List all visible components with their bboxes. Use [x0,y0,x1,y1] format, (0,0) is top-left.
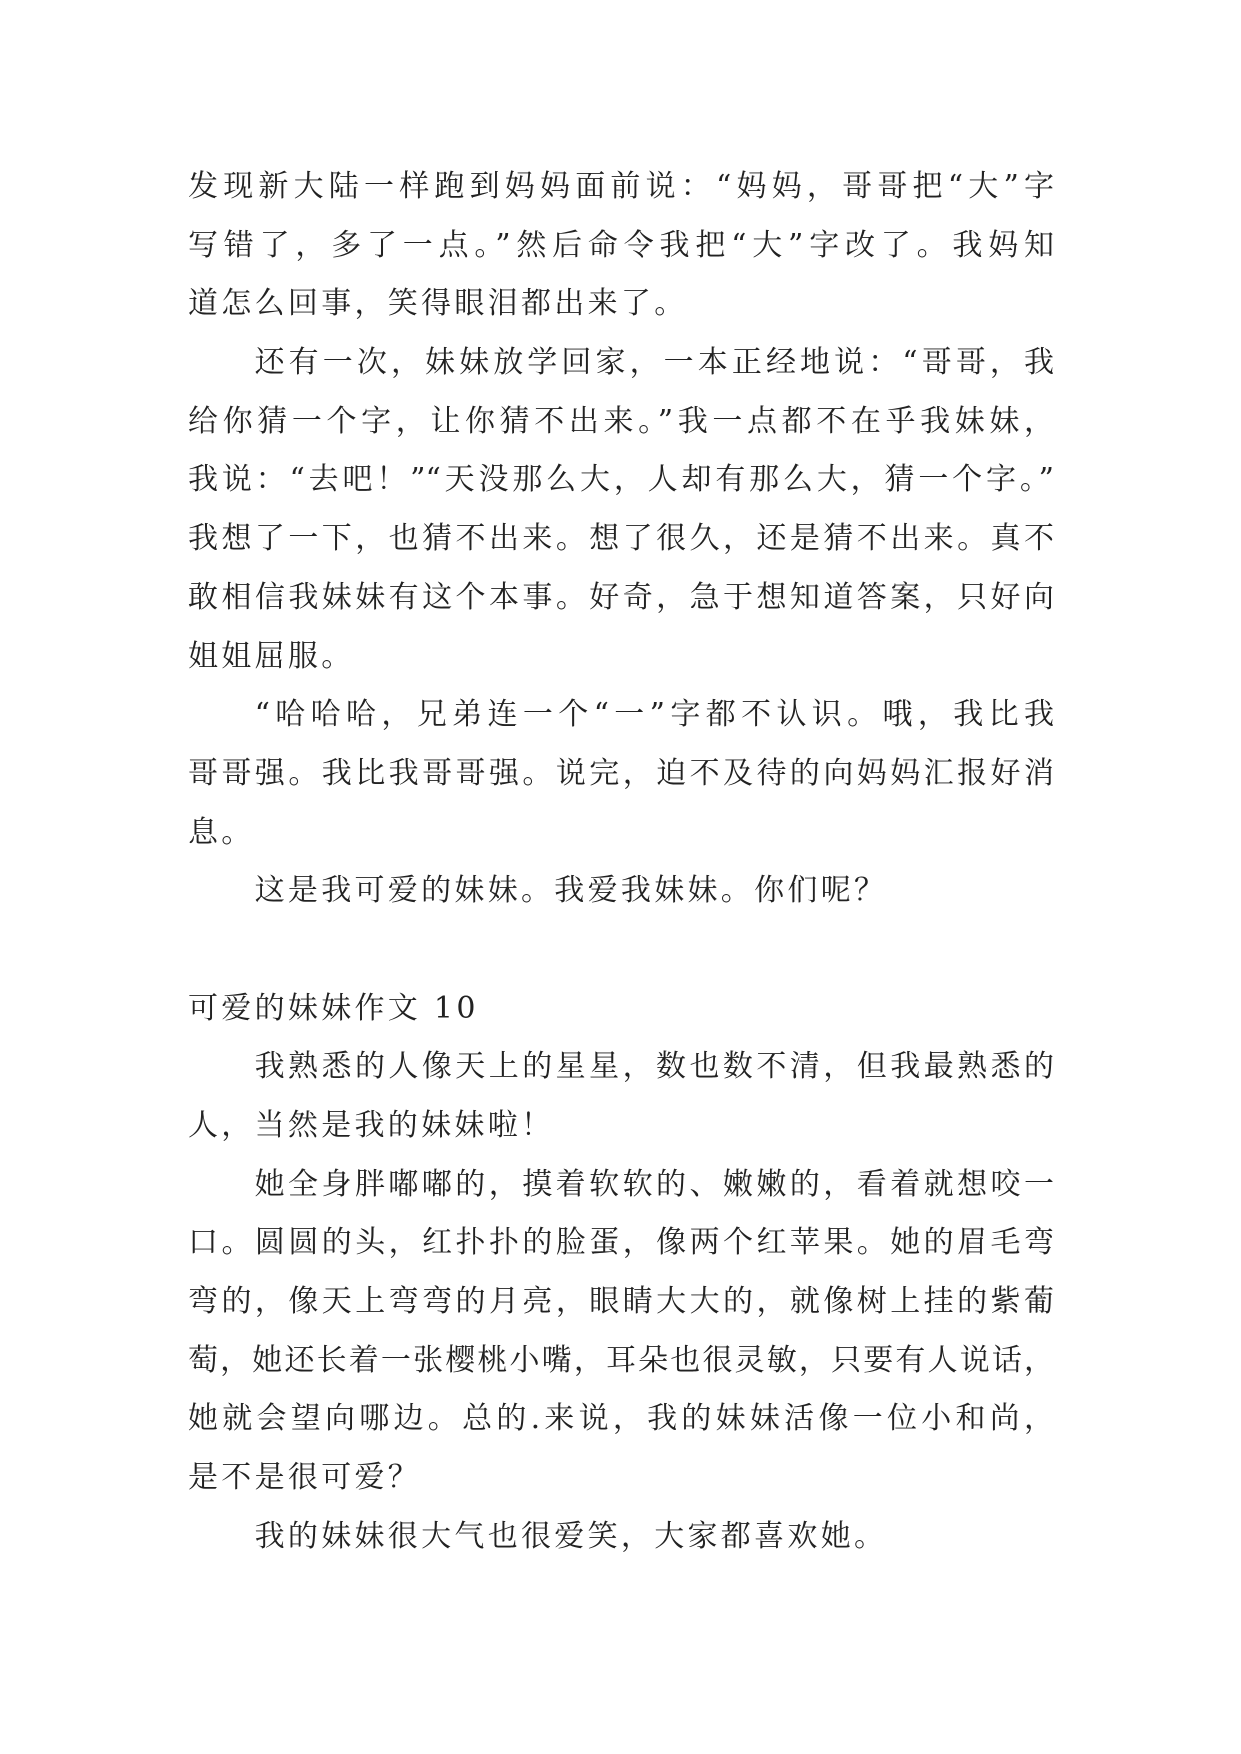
text-line: 写错了，多了一点。”然后命令我把“大”字改了。我妈知 [188,227,1054,263]
text-line: 发现新大陆一样跑到妈妈面前说：“妈妈，哥哥把“大”字 [188,169,1054,204]
text-line: 我熟悉的人像天上的星星，数也数不清，但我最熟悉的 [254,1049,1054,1085]
text-line: 她全身胖嘟嘟的，摸着软软的、嫩嫩的，看着就想咬一 [254,1166,1054,1202]
text-line: 我想了一下，也猜不出来。想了很久，还是猜不出来。真不 [188,521,1054,557]
text-line: 还有一次，妹妹放学回家，一本正经地说：“哥哥，我 [254,345,1054,381]
section-heading: 可爱的妹妹作文 10 [188,990,479,1026]
text-line: 是不是很可爱？ [188,1460,422,1496]
document-page [188,158,1054,1567]
text-line: 我说：“去吧！”“天没那么大，人却有那么大，猜一个字。” [188,462,1054,498]
blank-line [188,921,1054,980]
text-line: 弯的，像天上弯弯的月亮，眼睛大大的，就像树上挂的紫葡 [188,1284,1054,1320]
text-line: 息。 [188,814,255,850]
paragraph [188,334,1054,686]
paragraph [188,1038,1054,1155]
text-line: 这是我可爱的妹妹。我爱我妹妹。你们呢？ [254,873,888,909]
text-line: 哥哥强。我比我哥哥强。说完，迫不及待的向妈妈汇报好消 [188,755,1054,791]
text-line: 敢相信我妹妹有这个本事。好奇，急于想知道答案，只好向 [188,579,1054,615]
text-line: 萄，她还长着一张樱桃小嘴，耳朵也很灵敏，只要有人说话， [188,1342,1054,1378]
text-line: 道怎么回事，笑得眼泪都出来了。 [188,286,688,322]
text-line: 她就会望向哪边。总的.来说，我的妹妹活像一位小和尚， [188,1401,1054,1437]
paragraph [188,862,1054,921]
text-line: “哈哈哈，兄弟连一个“一”字都不认识。哦，我比我 [254,697,1054,733]
paragraph [188,1508,1054,1567]
text-line: 我的妹妹很大气也很爱笑，大家都喜欢她。 [254,1518,888,1554]
paragraph [188,158,1054,334]
text-line: 口。圆圆的头，红扑扑的脸蛋，像两个红苹果。她的眉毛弯 [188,1225,1054,1261]
text-line: 给你猜一个字，让你猜不出来。”我一点都不在乎我妹妹， [188,403,1054,439]
paragraph [188,686,1054,862]
paragraph [188,1156,1054,1508]
text-line: 人，当然是我的妹妹啦！ [188,1108,555,1143]
text-line: 姐姐屈服。 [188,638,355,674]
